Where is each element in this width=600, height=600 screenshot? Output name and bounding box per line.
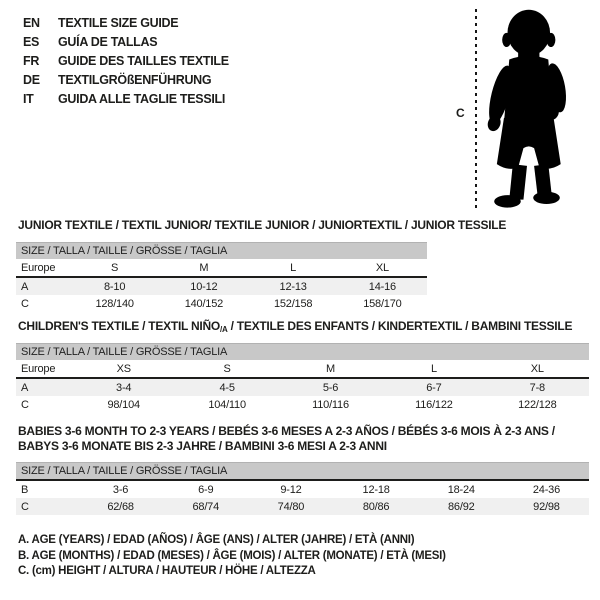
junior-section-title: JUNIOR TEXTILE / TEXTIL JUNIOR/ TEXTILE JUNIOR / JUNIORTEXTIL / JUNIOR TESSILE — [18, 218, 507, 232]
cell-value: 74/80 — [277, 500, 305, 513]
cell-value: 116/122 — [415, 398, 453, 411]
cell-value: 8-10 — [104, 280, 126, 293]
language-title: TEXTILGRÖßENFÜHRUNG — [58, 72, 212, 87]
language-code: ES — [23, 34, 40, 49]
table-row-height — [16, 295, 427, 312]
cell-value: 92/98 — [533, 500, 560, 513]
cell-value: 12-13 — [279, 280, 307, 293]
cell-value: 6-7 — [426, 381, 442, 394]
footnote-age-years: A. AGE (YEARS) / EDAD (AÑOS) / ÂGE (ANS) / ALTER (JAHRE) / ETÀ (ANNI) — [18, 534, 415, 546]
cell-value: 12-18 — [362, 483, 390, 496]
cell-value: 122/128 — [518, 398, 557, 411]
size-header-label: SIZE / TALLA / TAILLE / GRÖSSE / TAGLIA — [21, 245, 228, 257]
row-label: C — [21, 398, 29, 411]
height-measure-figure — [450, 6, 580, 214]
children-table-header-bar — [16, 343, 589, 360]
table-row-months — [16, 481, 589, 498]
cell-value: 24-36 — [532, 483, 561, 496]
measure-c-label: C — [456, 106, 465, 120]
region-label: Europe — [21, 261, 56, 274]
cell-value: 4-5 — [219, 381, 235, 394]
baby-silhouette-icon — [482, 8, 572, 212]
column-header: L — [290, 261, 297, 274]
junior-table-header-bar — [16, 242, 427, 259]
children-title-subscript: /A — [219, 325, 228, 334]
cell-value: 152/158 — [273, 297, 313, 310]
table-row-height — [16, 498, 589, 515]
column-header: L — [430, 362, 437, 375]
language-row-fr — [23, 51, 229, 70]
cell-value: 110/116 — [312, 398, 349, 411]
column-header: S — [111, 261, 119, 274]
row-label: B — [21, 483, 29, 496]
table-row-age — [16, 379, 589, 396]
language-row-en — [23, 13, 229, 32]
cell-value: 7-8 — [529, 381, 545, 394]
babies-title-line2: BABYS 3-6 MONATE BIS 2-3 JAHRE / BAMBINI 3-6 MESI A 2-3 ANNI — [18, 439, 387, 453]
babies-table-header-bar — [16, 462, 589, 479]
cell-value: 3-4 — [116, 381, 132, 394]
table-row-age — [16, 278, 427, 295]
cell-value: 14-16 — [368, 280, 396, 293]
language-code: EN — [23, 15, 40, 30]
column-header: XL — [375, 261, 389, 274]
language-code: DE — [23, 72, 40, 87]
language-legend — [23, 13, 229, 108]
cell-value: 140/152 — [184, 297, 224, 310]
row-label: C — [21, 297, 29, 310]
children-section-title — [18, 319, 572, 337]
children-size-table — [16, 343, 589, 413]
column-header: M — [326, 362, 335, 375]
size-header-label: SIZE / TALLA / TAILLE / GRÖSSE / TAGLIA — [21, 346, 228, 358]
column-header: XS — [116, 362, 131, 375]
language-title: TEXTILE SIZE GUIDE — [58, 15, 179, 30]
region-label: Europe — [21, 362, 56, 375]
cell-value: 104/110 — [208, 398, 246, 411]
language-row-de — [23, 70, 229, 89]
cell-value: 9-12 — [280, 483, 302, 496]
language-row-it — [23, 89, 229, 108]
cell-value: 68/74 — [192, 500, 220, 513]
cell-value: 10-12 — [190, 280, 218, 293]
language-title: GUIDA ALLE TAGLIE TESSILI — [58, 91, 226, 106]
language-title: GUIDE DES TAILLES TEXTILE — [58, 53, 229, 68]
column-header: S — [223, 362, 231, 375]
babies-title-line1: BABIES 3-6 MONTH TO 2-3 YEARS / BEBÉS 3-6 MESES A 2-3 AÑOS / BÉBÉS 3-6 MOIS À 2-3 ANS / — [18, 424, 555, 438]
children-title-prefix: CHILDREN'S TEXTILE / TEXTIL NIÑO — [18, 319, 220, 333]
language-row-es — [23, 32, 229, 51]
cell-value: 86/92 — [448, 500, 475, 513]
junior-columns-row — [16, 259, 427, 276]
measure-dashed-line — [475, 9, 477, 209]
cell-value: 98/104 — [107, 398, 140, 411]
cell-value: 80/86 — [362, 500, 390, 513]
table-row-height — [16, 396, 589, 413]
cell-value: 158/170 — [363, 297, 402, 310]
footnote-height: C. (cm) HEIGHT / ALTURA / HAUTEUR / HÖHE / ALTEZZA — [18, 565, 316, 577]
language-code: IT — [23, 91, 34, 106]
row-label: A — [21, 280, 29, 293]
cell-value: 18-24 — [447, 483, 475, 496]
cell-value: 6-9 — [198, 483, 214, 496]
language-title: GUÍA DE TALLAS — [58, 34, 158, 49]
footnote-age-months: B. AGE (MONTHS) / EDAD (MESES) / ÂGE (MOIS) / ALTER (MONATE) / ETÀ (MESI) — [18, 549, 446, 562]
column-header: M — [199, 261, 209, 274]
language-code: FR — [23, 53, 40, 68]
size-header-label: SIZE / TALLA / TAILLE / GRÖSSE / TAGLIA — [21, 465, 228, 477]
junior-size-table — [16, 242, 427, 312]
cell-value: 3-6 — [112, 483, 129, 496]
row-label: A — [21, 381, 29, 394]
children-columns-row — [16, 360, 589, 377]
cell-value: 5-6 — [322, 381, 339, 394]
footnotes — [18, 533, 446, 580]
babies-size-table — [16, 462, 589, 515]
children-title-suffix: / TEXTILE DES ENFANTS / KINDERTEXTIL / BAMBINI TESSILE — [227, 319, 573, 333]
column-header: XL — [530, 362, 544, 375]
cell-value: 62/68 — [107, 500, 134, 513]
row-label: C — [21, 500, 29, 513]
babies-section-title — [18, 424, 555, 454]
cell-value: 128/140 — [95, 297, 134, 310]
